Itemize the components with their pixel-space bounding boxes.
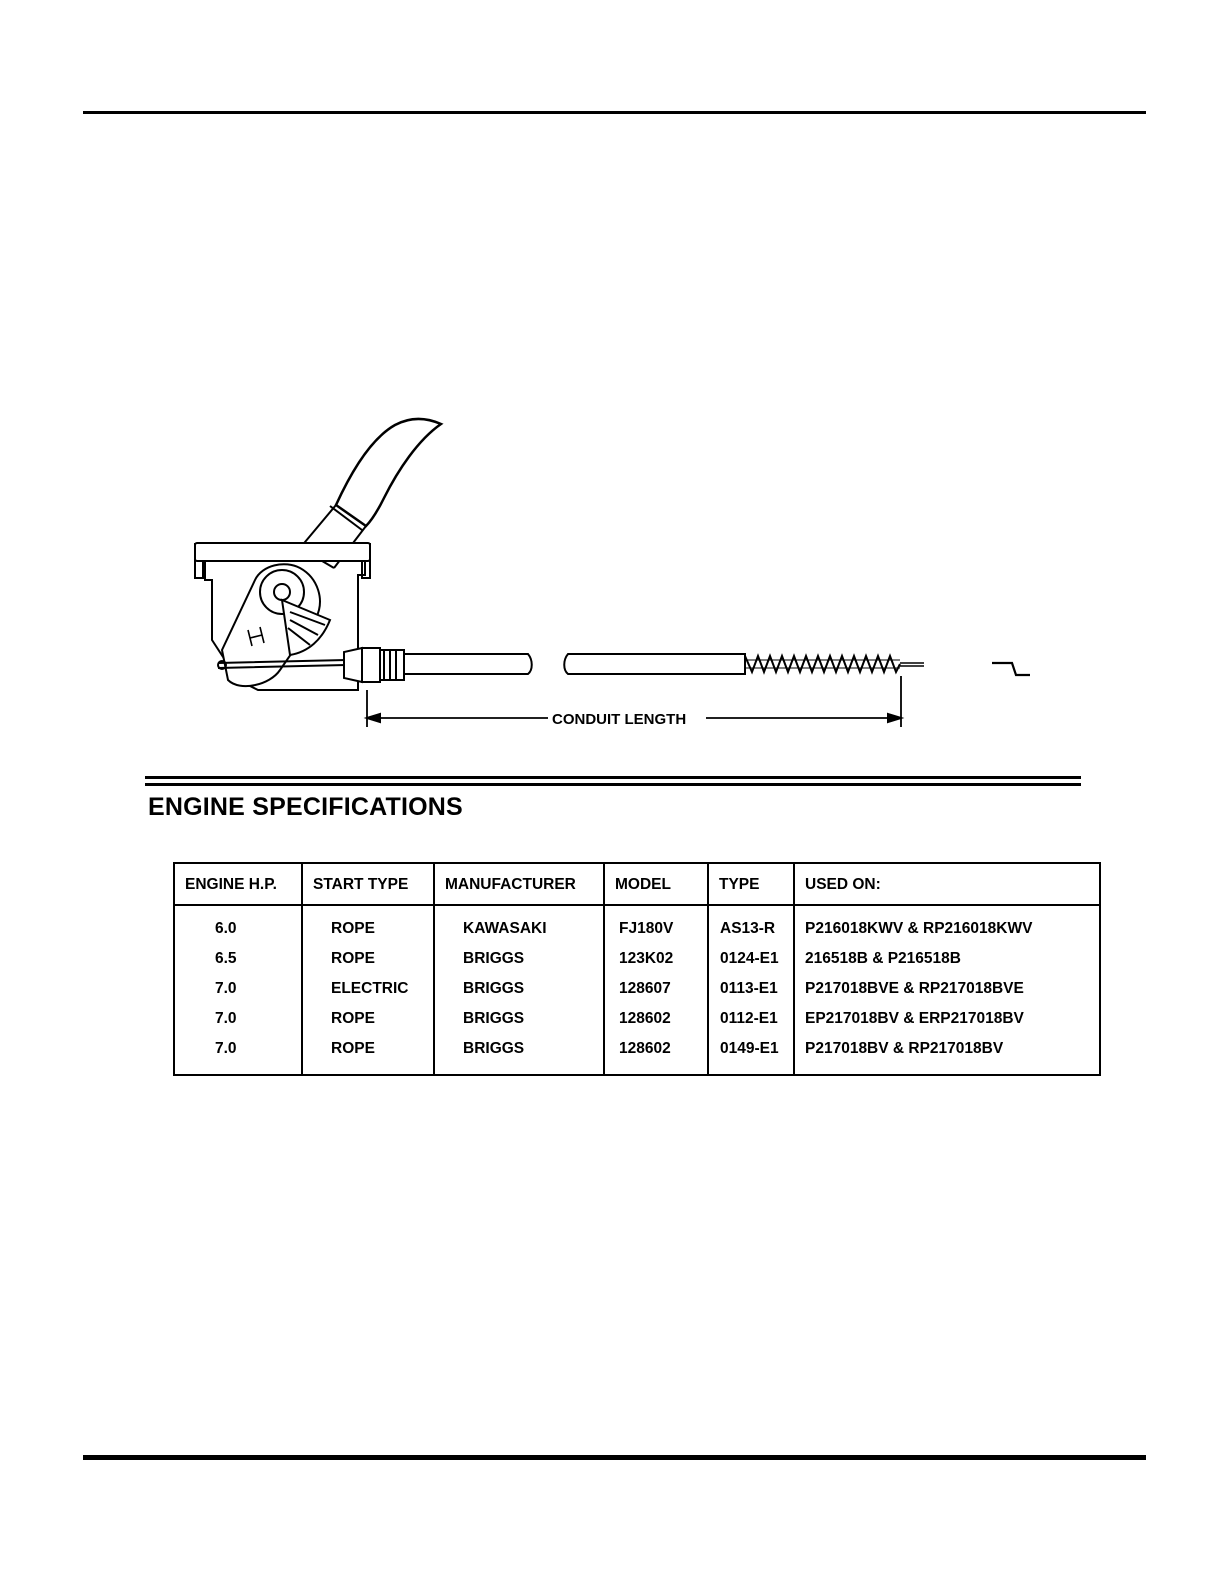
z-bend-wire — [992, 663, 1030, 675]
cell-start-type: ROPE — [302, 905, 434, 944]
table-header-row — [174, 863, 1100, 905]
column-header-manufacturer: MANUFACTURER — [434, 863, 604, 905]
engine-specifications-table — [173, 862, 1101, 1076]
cell-manufacturer: BRIGGS — [434, 974, 604, 1004]
cell-used-on: P216018KWV & RP216018KWV — [794, 905, 1100, 944]
cell-model: 128607 — [604, 974, 708, 1004]
section-heading: ENGINE SPECIFICATIONS — [148, 793, 463, 821]
table-row — [174, 905, 1100, 944]
handle-grip — [336, 419, 441, 526]
table-row — [174, 1004, 1100, 1034]
cell-engine-hp: 7.0 — [174, 1034, 302, 1075]
section-rule — [145, 776, 1081, 779]
cell-engine-hp: 6.5 — [174, 944, 302, 974]
column-header-engine-hp: ENGINE H.P. — [174, 863, 302, 905]
table-row — [174, 1034, 1100, 1075]
cell-start-type: ROPE — [302, 944, 434, 974]
column-header-start-type: START TYPE — [302, 863, 434, 905]
housing-top-bar — [195, 543, 370, 561]
cell-manufacturer: BRIGGS — [434, 1034, 604, 1075]
cell-type: 0149-E1 — [708, 1034, 794, 1075]
cell-used-on: P217018BVE & RP217018BVE — [794, 974, 1100, 1004]
cell-model: 128602 — [604, 1034, 708, 1075]
spring — [745, 656, 900, 672]
section-rule — [145, 783, 1081, 786]
cell-manufacturer: BRIGGS — [434, 944, 604, 974]
conduit-clamp — [344, 648, 362, 682]
cell-model: 128602 — [604, 1004, 708, 1034]
cell-model: FJ180V — [604, 905, 708, 944]
column-header-type: TYPE — [708, 863, 794, 905]
cell-start-type: ROPE — [302, 1004, 434, 1034]
column-header-used-on: USED ON: — [794, 863, 1100, 905]
throttle-control-illustration — [0, 0, 1225, 760]
conduit-length-label: CONDUIT LENGTH — [552, 711, 687, 728]
cell-manufacturer: KAWASAKI — [434, 905, 604, 944]
cell-model: 123K02 — [604, 944, 708, 974]
cell-manufacturer: BRIGGS — [434, 1004, 604, 1034]
cell-start-type: ROPE — [302, 1034, 434, 1075]
inner-wire — [900, 663, 924, 666]
cell-used-on: 216518B & P216518B — [794, 944, 1100, 974]
cell-type: AS13-R — [708, 905, 794, 944]
cell-type: 0113-E1 — [708, 974, 794, 1004]
cell-engine-hp: 7.0 — [174, 974, 302, 1004]
cell-engine-hp: 6.0 — [174, 905, 302, 944]
cell-type: 0124-E1 — [708, 944, 794, 974]
cell-type: 0112-E1 — [708, 1004, 794, 1034]
column-header-model: MODEL — [604, 863, 708, 905]
cell-engine-hp: 7.0 — [174, 1004, 302, 1034]
cell-start-type: ELECTRIC — [302, 974, 434, 1004]
cell-used-on: EP217018BV & ERP217018BV — [794, 1004, 1100, 1034]
table-row — [174, 944, 1100, 974]
bottom-rule — [83, 1455, 1146, 1460]
conduit — [404, 654, 532, 674]
table-row — [174, 974, 1100, 1004]
cell-used-on: P217018BV & RP217018BV — [794, 1034, 1100, 1075]
